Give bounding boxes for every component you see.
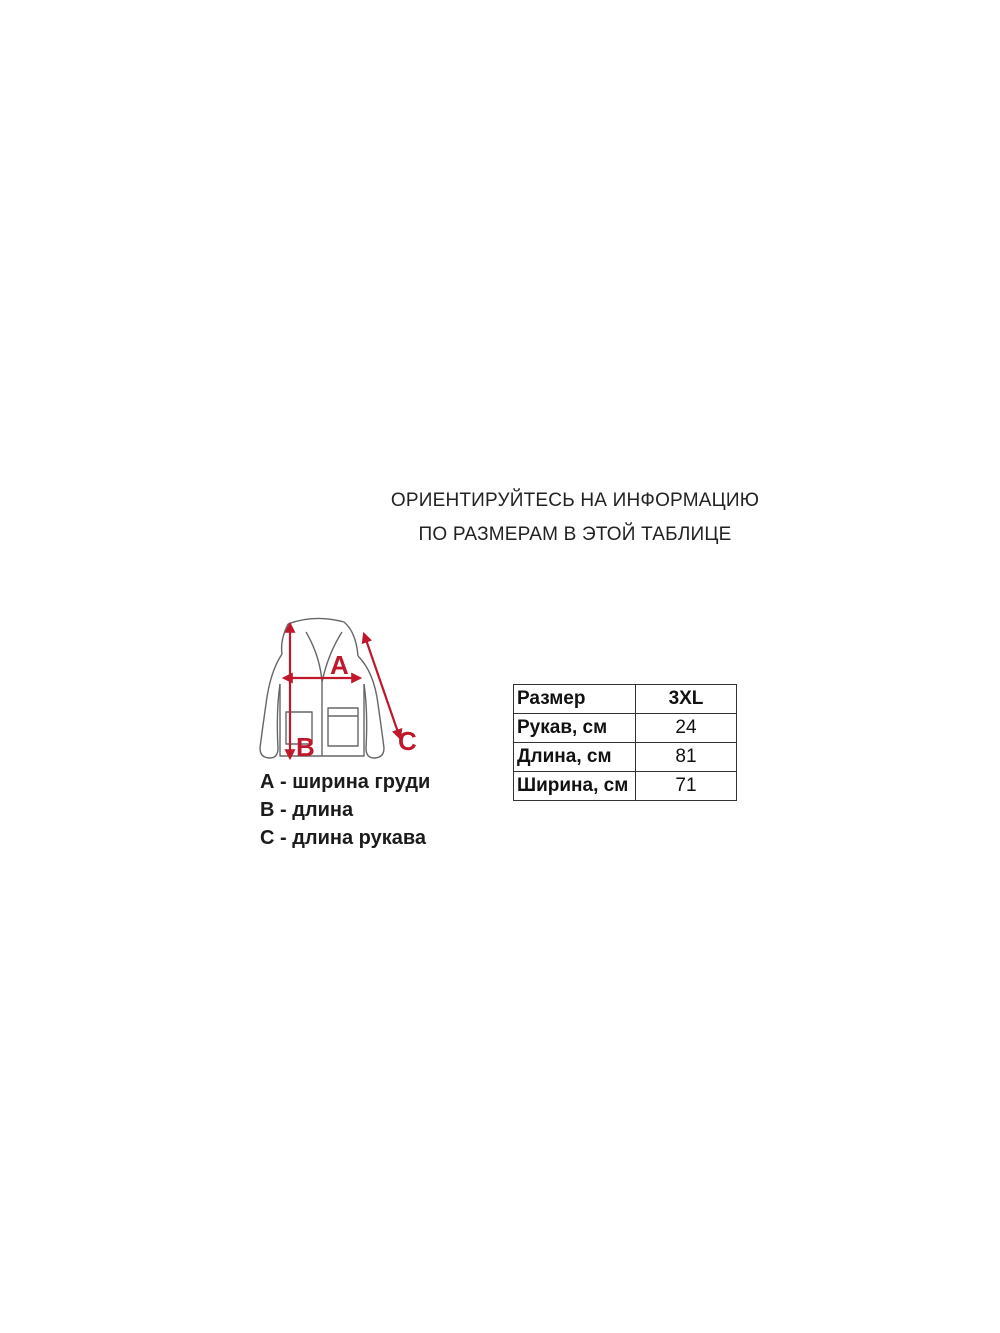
table-row-label: Ширина, см	[514, 772, 636, 801]
table-header-row	[514, 685, 737, 714]
table-header-label: Размер	[514, 685, 636, 714]
arrow-c	[364, 634, 400, 738]
table-row	[514, 743, 737, 772]
table-row-label: Длина, см	[514, 743, 636, 772]
jacket-diagram	[244, 612, 424, 772]
table-row-value: 24	[636, 714, 737, 743]
legend-c: С - длина рукава	[260, 827, 427, 849]
table-row	[514, 714, 737, 743]
heading	[375, 484, 775, 552]
label-a: A	[330, 650, 349, 680]
legend-a: А - ширина груди	[260, 771, 431, 793]
table-row-value: 71	[636, 772, 737, 801]
heading-line-2: ПО РАЗМЕРАМ В ЭТОЙ ТАБЛИЦЕ	[418, 524, 732, 545]
legend-b: В - длина	[260, 799, 354, 821]
label-b: B	[296, 732, 315, 762]
table-row	[514, 772, 737, 801]
table-row-label: Рукав, см	[514, 714, 636, 743]
table-header-value: 3XL	[636, 685, 737, 714]
label-c: C	[398, 726, 417, 756]
table-row-value: 81	[636, 743, 737, 772]
size-table	[513, 684, 737, 801]
legend	[260, 768, 430, 852]
heading-line-1: ОРИЕНТИРУЙТЕСЬ НА ИНФОРМАЦИЮ	[390, 490, 760, 511]
